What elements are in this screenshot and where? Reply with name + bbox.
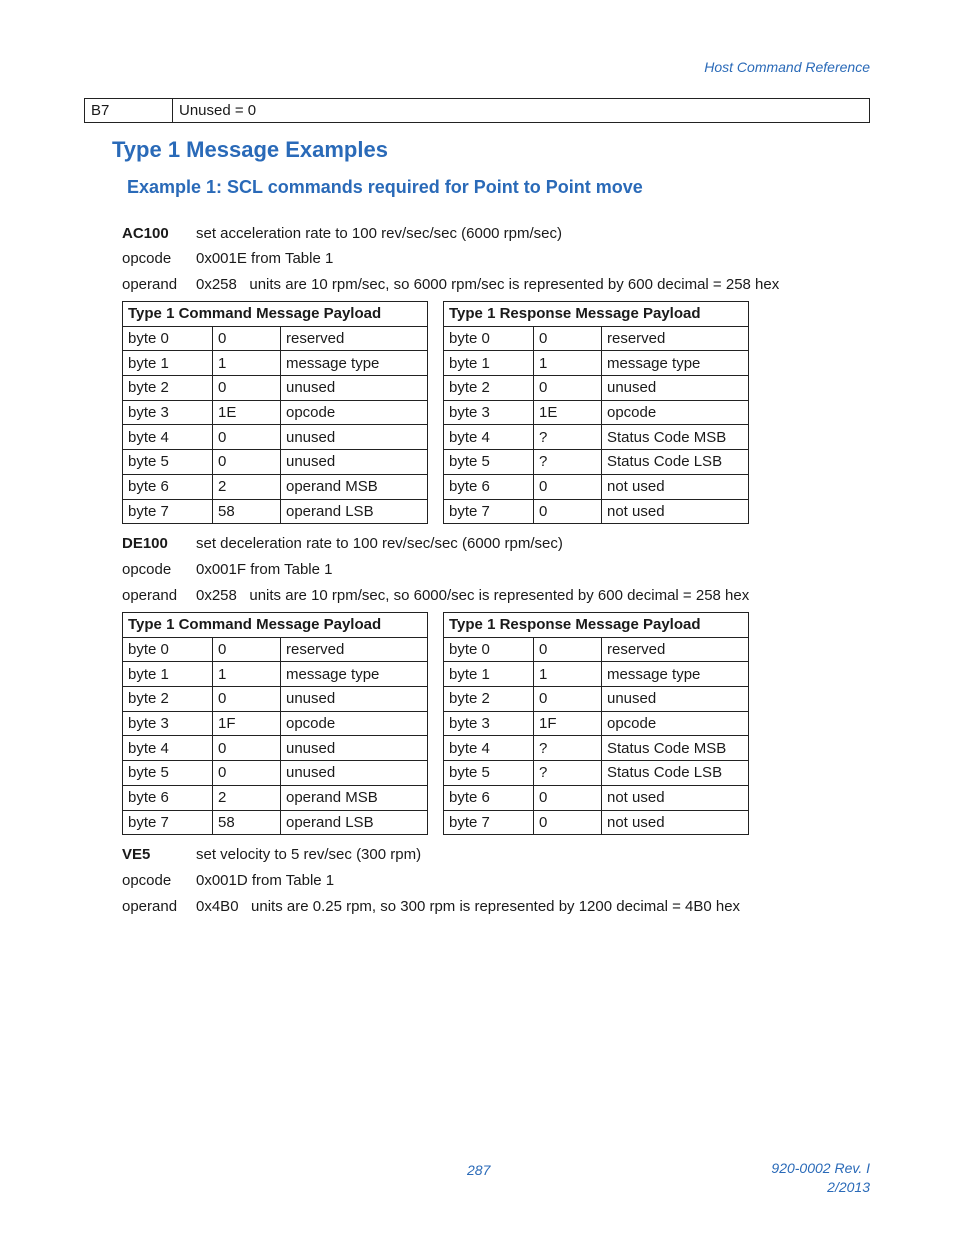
- byte-cell: byte 5: [123, 761, 213, 786]
- desc-cell: message type: [281, 662, 428, 687]
- table-row: [444, 711, 749, 736]
- command-name: DE100: [122, 535, 168, 552]
- header-reference: Host Command Reference: [704, 59, 870, 75]
- byte-cell: byte 7: [444, 499, 534, 524]
- byte-cell: byte 3: [444, 711, 534, 736]
- desc-cell: reserved: [602, 326, 749, 351]
- command-desc: set velocity to 5 rev/sec (300 rpm): [196, 846, 422, 863]
- table-header-row: [123, 302, 428, 327]
- value-cell: 58: [213, 810, 281, 835]
- byte-cell: byte 4: [123, 736, 213, 761]
- desc-cell: opcode: [281, 711, 428, 736]
- table-row: [123, 400, 428, 425]
- value-cell: 2: [213, 785, 281, 810]
- byte-cell: byte 3: [123, 400, 213, 425]
- operand-label: operand: [122, 898, 178, 915]
- desc-cell: Status Code MSB: [602, 425, 749, 450]
- desc-cell: message type: [602, 351, 749, 376]
- table-header-row: [444, 302, 749, 327]
- value-cell: 0: [213, 736, 281, 761]
- example-title: Example 1: SCL commands required for Point to Point move: [127, 177, 643, 197]
- value-cell: ?: [534, 450, 602, 475]
- desc-cell: operand MSB: [281, 474, 428, 499]
- desc-cell: operand MSB: [281, 785, 428, 810]
- payload-table: [443, 612, 749, 835]
- desc-cell: unused: [281, 761, 428, 786]
- page-number: 287: [467, 1162, 491, 1178]
- value-cell: 0: [534, 785, 602, 810]
- payload-table-slot: [122, 301, 428, 524]
- value-cell: 0: [213, 425, 281, 450]
- desc-cell: not used: [602, 499, 749, 524]
- table-row: [444, 785, 749, 810]
- byte-cell: byte 0: [444, 326, 534, 351]
- desc-cell: unused: [281, 450, 428, 475]
- table-cell: Unused = 0: [173, 99, 870, 123]
- desc-cell: opcode: [602, 711, 749, 736]
- byte-cell: byte 6: [444, 474, 534, 499]
- byte-cell: byte 1: [444, 662, 534, 687]
- byte-cell: byte 6: [444, 785, 534, 810]
- byte-cell: byte 6: [123, 474, 213, 499]
- command-line: [122, 225, 562, 242]
- desc-cell: opcode: [281, 400, 428, 425]
- value-cell: 1F: [213, 711, 281, 736]
- desc-cell: reserved: [281, 637, 428, 662]
- byte-cell: byte 7: [123, 499, 213, 524]
- value-cell: 0: [534, 687, 602, 712]
- opcode-label: opcode: [122, 561, 172, 578]
- operand-label: operand: [122, 276, 178, 293]
- table-row: [444, 687, 749, 712]
- table-row: [444, 810, 749, 835]
- value-cell: ?: [534, 425, 602, 450]
- byte-cell: byte 6: [123, 785, 213, 810]
- command-line: [122, 846, 421, 863]
- opcode-label: opcode: [122, 872, 172, 889]
- table-row: [444, 736, 749, 761]
- byte-cell: byte 1: [123, 351, 213, 376]
- byte-cell: byte 7: [444, 810, 534, 835]
- table-row: [444, 761, 749, 786]
- byte-cell: byte 4: [123, 425, 213, 450]
- command-name: AC100: [122, 225, 169, 242]
- opcode-value: 0x001E from Table 1: [196, 250, 334, 267]
- table-row: [123, 662, 428, 687]
- value-cell: 0: [213, 376, 281, 401]
- table-row: [123, 637, 428, 662]
- payload-table: [122, 301, 428, 524]
- desc-cell: Status Code LSB: [602, 450, 749, 475]
- table-row: [85, 99, 870, 123]
- table-row: [444, 474, 749, 499]
- table-row: [444, 326, 749, 351]
- byte-cell: byte 3: [444, 400, 534, 425]
- desc-cell: message type: [602, 662, 749, 687]
- value-cell: 0: [213, 450, 281, 475]
- byte-cell: byte 7: [123, 810, 213, 835]
- operand-value: 0x258 units are 10 rpm/sec, so 6000 rpm/sec is represented by 600 decimal = 258 hex: [196, 276, 780, 293]
- opcode-label: opcode: [122, 250, 172, 267]
- value-cell: 58: [213, 499, 281, 524]
- value-cell: 0: [534, 326, 602, 351]
- byte-cell: byte 2: [123, 376, 213, 401]
- value-cell: 0: [213, 687, 281, 712]
- payload-table: [122, 612, 428, 835]
- command-desc: set deceleration rate to 100 rev/sec/sec (6000 rpm/sec): [196, 535, 563, 552]
- table-row: [123, 785, 428, 810]
- section-title: Type 1 Message Examples: [112, 137, 388, 162]
- opcode-value: 0x001D from Table 1: [196, 872, 335, 889]
- opcode-line: [122, 872, 334, 889]
- opcode-line: [122, 250, 333, 267]
- desc-cell: Status Code MSB: [602, 736, 749, 761]
- desc-cell: not used: [602, 785, 749, 810]
- table-row: [123, 376, 428, 401]
- byte-cell: byte 5: [444, 761, 534, 786]
- command-name: VE5: [122, 846, 151, 863]
- desc-cell: message type: [281, 351, 428, 376]
- byte-cell: byte 3: [123, 711, 213, 736]
- operand-line: [122, 276, 779, 293]
- table-row: [123, 687, 428, 712]
- payload-table-slot: [122, 612, 428, 835]
- desc-cell: operand LSB: [281, 810, 428, 835]
- operand-line: [122, 898, 740, 915]
- table-row: [123, 736, 428, 761]
- value-cell: 0: [534, 637, 602, 662]
- byte-cell: byte 5: [444, 450, 534, 475]
- payload-table-slot: [443, 612, 749, 835]
- desc-cell: unused: [281, 425, 428, 450]
- opcode-value: 0x001F from Table 1: [196, 561, 333, 578]
- operand-value: 0x4B0 units are 0.25 rpm, so 300 rpm is represented by 1200 decimal = 4B0 hex: [196, 898, 741, 915]
- table-row: [444, 662, 749, 687]
- byte-cell: byte 0: [123, 326, 213, 351]
- table-row: [123, 711, 428, 736]
- desc-cell: unused: [602, 376, 749, 401]
- value-cell: 0: [213, 637, 281, 662]
- operand-value: 0x258 units are 10 rpm/sec, so 6000/sec is represented by 600 decimal = 258 hex: [196, 587, 750, 604]
- revision-date: 2/2013: [827, 1179, 870, 1195]
- command-line: [122, 535, 563, 552]
- byte-cell: byte 1: [123, 662, 213, 687]
- byte-cell: byte 2: [444, 376, 534, 401]
- desc-cell: not used: [602, 810, 749, 835]
- table-row: [123, 499, 428, 524]
- revision-info: [771, 1159, 870, 1197]
- table-row: [123, 326, 428, 351]
- desc-cell: unused: [281, 736, 428, 761]
- byte-cell: byte 1: [444, 351, 534, 376]
- byte-cell: byte 2: [123, 687, 213, 712]
- desc-cell: opcode: [602, 400, 749, 425]
- desc-cell: unused: [281, 687, 428, 712]
- value-cell: 0: [213, 326, 281, 351]
- byte-cell: byte 5: [123, 450, 213, 475]
- desc-cell: operand LSB: [281, 499, 428, 524]
- value-cell: 1: [534, 662, 602, 687]
- opcode-line: [122, 561, 332, 578]
- value-cell: 1E: [534, 400, 602, 425]
- payload-table-slot: [443, 301, 749, 524]
- table-title: Type 1 Response Message Payload: [444, 613, 749, 638]
- desc-cell: Status Code LSB: [602, 761, 749, 786]
- value-cell: 0: [534, 810, 602, 835]
- table-row: [123, 761, 428, 786]
- byte-cell: byte 0: [123, 637, 213, 662]
- value-cell: 0: [534, 376, 602, 401]
- byte-cell: byte 4: [444, 425, 534, 450]
- table-row: [123, 425, 428, 450]
- byte-cell: byte 2: [444, 687, 534, 712]
- table-row: [444, 376, 749, 401]
- table-title: Type 1 Command Message Payload: [123, 302, 428, 327]
- table-row: [444, 637, 749, 662]
- table-title: Type 1 Command Message Payload: [123, 613, 428, 638]
- table-cell: B7: [85, 99, 173, 123]
- byte-cell: byte 0: [444, 637, 534, 662]
- value-cell: 1: [213, 351, 281, 376]
- desc-cell: not used: [602, 474, 749, 499]
- table-title: Type 1 Response Message Payload: [444, 302, 749, 327]
- table-row: [444, 351, 749, 376]
- table-row: [444, 499, 749, 524]
- desc-cell: reserved: [602, 637, 749, 662]
- value-cell: ?: [534, 761, 602, 786]
- table-row: [123, 450, 428, 475]
- value-cell: 1E: [213, 400, 281, 425]
- table-row: [444, 450, 749, 475]
- byte-cell: byte 4: [444, 736, 534, 761]
- table-row: [123, 474, 428, 499]
- table-header-row: [123, 613, 428, 638]
- operand-line: [122, 587, 749, 604]
- value-cell: 1: [213, 662, 281, 687]
- top-table: [84, 98, 870, 123]
- command-desc: set acceleration rate to 100 rev/sec/sec (6000 rpm/sec): [196, 225, 563, 242]
- value-cell: 2: [213, 474, 281, 499]
- table-row: [444, 425, 749, 450]
- desc-cell: reserved: [281, 326, 428, 351]
- payload-table: [443, 301, 749, 524]
- desc-cell: unused: [281, 376, 428, 401]
- table-row: [123, 351, 428, 376]
- desc-cell: unused: [602, 687, 749, 712]
- value-cell: 0: [213, 761, 281, 786]
- revision-number: 920-0002 Rev. I: [771, 1160, 870, 1176]
- table-row: [123, 810, 428, 835]
- value-cell: 1F: [534, 711, 602, 736]
- value-cell: 0: [534, 474, 602, 499]
- table-header-row: [444, 613, 749, 638]
- value-cell: ?: [534, 736, 602, 761]
- table-row: [444, 400, 749, 425]
- value-cell: 1: [534, 351, 602, 376]
- operand-label: operand: [122, 587, 178, 604]
- value-cell: 0: [534, 499, 602, 524]
